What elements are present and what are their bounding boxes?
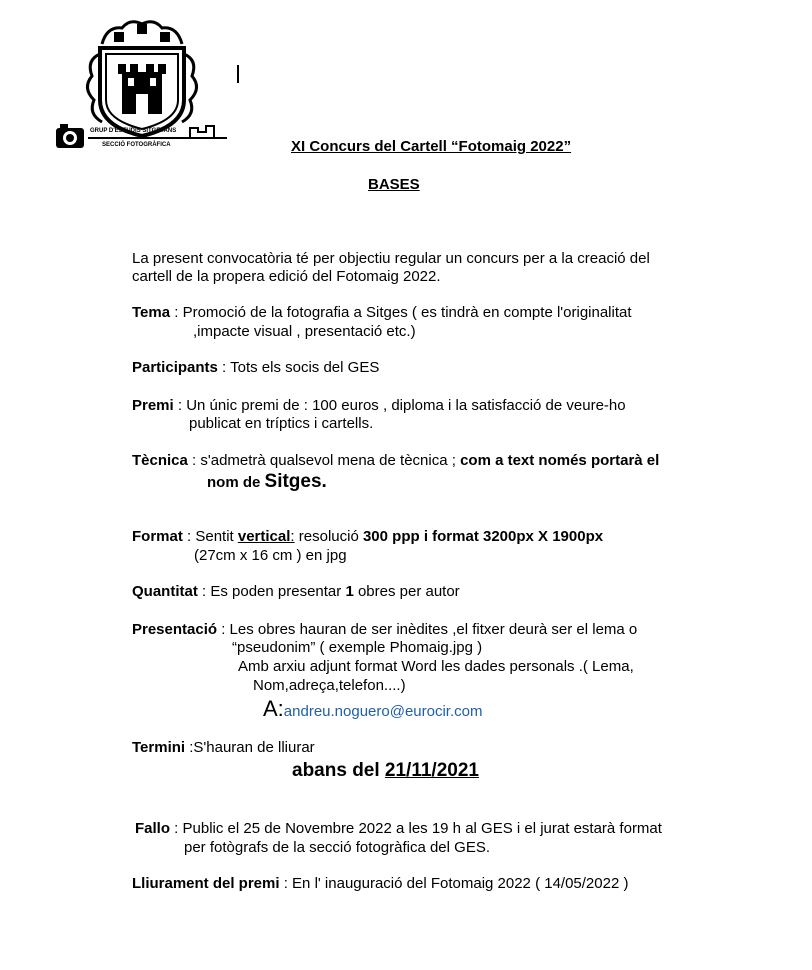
tecnica-bold-2: nom de [207,474,265,491]
intro-line-2: cartell de la propera edició del Fotomaig 2022. [132,268,441,285]
tema-label: Tema [132,304,171,321]
tecnica-text: : s'admetrà qualsevol mena de tècnica ; [187,452,461,469]
format-label: Format [132,528,183,545]
termini-line [132,739,315,756]
presentacio-line-3: Amb arxiu adjunt format Word les dades personals .( Lema, [238,658,634,675]
fallo-label: Fallo [135,820,171,837]
presentacio-text-1: : Les obres hauran de ser inèdites ,el fitxer deurà ser el lema o [217,621,638,638]
tecnica-bold-1: com a text només portarà el [460,452,660,469]
logo-text-2: SECCIÓ FOTOGRÀFICA [102,142,171,148]
fallo-text-1: : Public el 25 de Novembre 2022 a les 19 h al GES i el jurat estarà format [170,820,662,837]
email-a-label: A: [263,696,284,721]
format-line-2: (27cm x 16 cm ) en jpg [194,547,347,564]
termini-text: :S'hauran de lliurar [185,739,315,756]
deadline-date: 21/11/2021 [384,760,479,781]
deadline-prefix: abans del [292,760,385,781]
intro-line-1: La present convocatòria té per objectiu regular un concurs per a la creació del [132,250,650,267]
tema-line-2: ,impacte visual , presentació etc.) [193,323,416,340]
premi-line-2: publicat en tríptics i cartells. [189,415,374,432]
tecnica-sitges: Sitges. [264,471,327,492]
quantitat-text-2: obres per autor [353,583,460,600]
participants-label: Participants [132,359,218,376]
format-line-1 [132,528,603,545]
format-vertical: vertical [237,528,291,545]
format-text-2: resolució [294,528,363,545]
quantitat-text-1: : Es poden presentar [197,583,346,600]
lliurament-text: : En l' inauguració del Fotomaig 2022 ( 14/05/2022 ) [279,875,629,892]
presentacio-line-4: Nom,adreça,telefon....) [253,677,406,694]
quantitat-line [132,583,460,600]
bases-heading: BASES [368,176,420,193]
email-line [263,696,482,721]
participants-text: : Tots els socis del GES [217,359,380,376]
premi-label: Premi [132,397,174,414]
page-title: XI Concurs del Cartell “Fotomaig 2022” [291,138,572,155]
presentacio-line-2: “pseudonim” ( exemple Phomaig.jpg ) [232,639,483,656]
email-link[interactable]: andreu.noguero@eurocir.com [283,703,483,720]
tema-sep: : [170,304,183,321]
format-bold: 300 ppp i format 3200px X 1900px [362,528,604,545]
presentacio-label: Presentació [132,621,218,638]
tecnica-line-2 [207,471,327,493]
tema-text-1: Promoció de la fotografia a Sitges ( es tindrà en compte l'originalitat [182,304,632,321]
logo-text-1: GRUP D'ESTUDIS SITGETANS [90,128,177,134]
fallo-line-1 [135,820,662,837]
fallo-line-2: per fotògrafs de la secció fotogràfica del GES. [184,839,490,856]
presentacio-line-1 [132,621,637,638]
termini-label: Termini [132,739,186,756]
text-cursor [237,65,239,83]
tema-line-1 [132,304,632,321]
format-text-1: : Sentit [182,528,238,545]
deadline-line [292,760,479,782]
lliurament-line [132,875,628,892]
tecnica-label: Tècnica [132,452,188,469]
premi-line-1 [132,397,626,414]
quantitat-num: 1 [345,583,354,600]
format-colon: : [290,528,295,545]
participants-line [132,359,379,376]
ges-logo [52,14,232,154]
tecnica-line-1 [132,452,659,469]
lliurament-label: Lliurament del premi [132,875,280,892]
premi-text-1: : Un únic premi de : 100 euros , diploma i la satisfacció de veure-ho [173,397,626,414]
quantitat-label: Quantitat [132,583,198,600]
